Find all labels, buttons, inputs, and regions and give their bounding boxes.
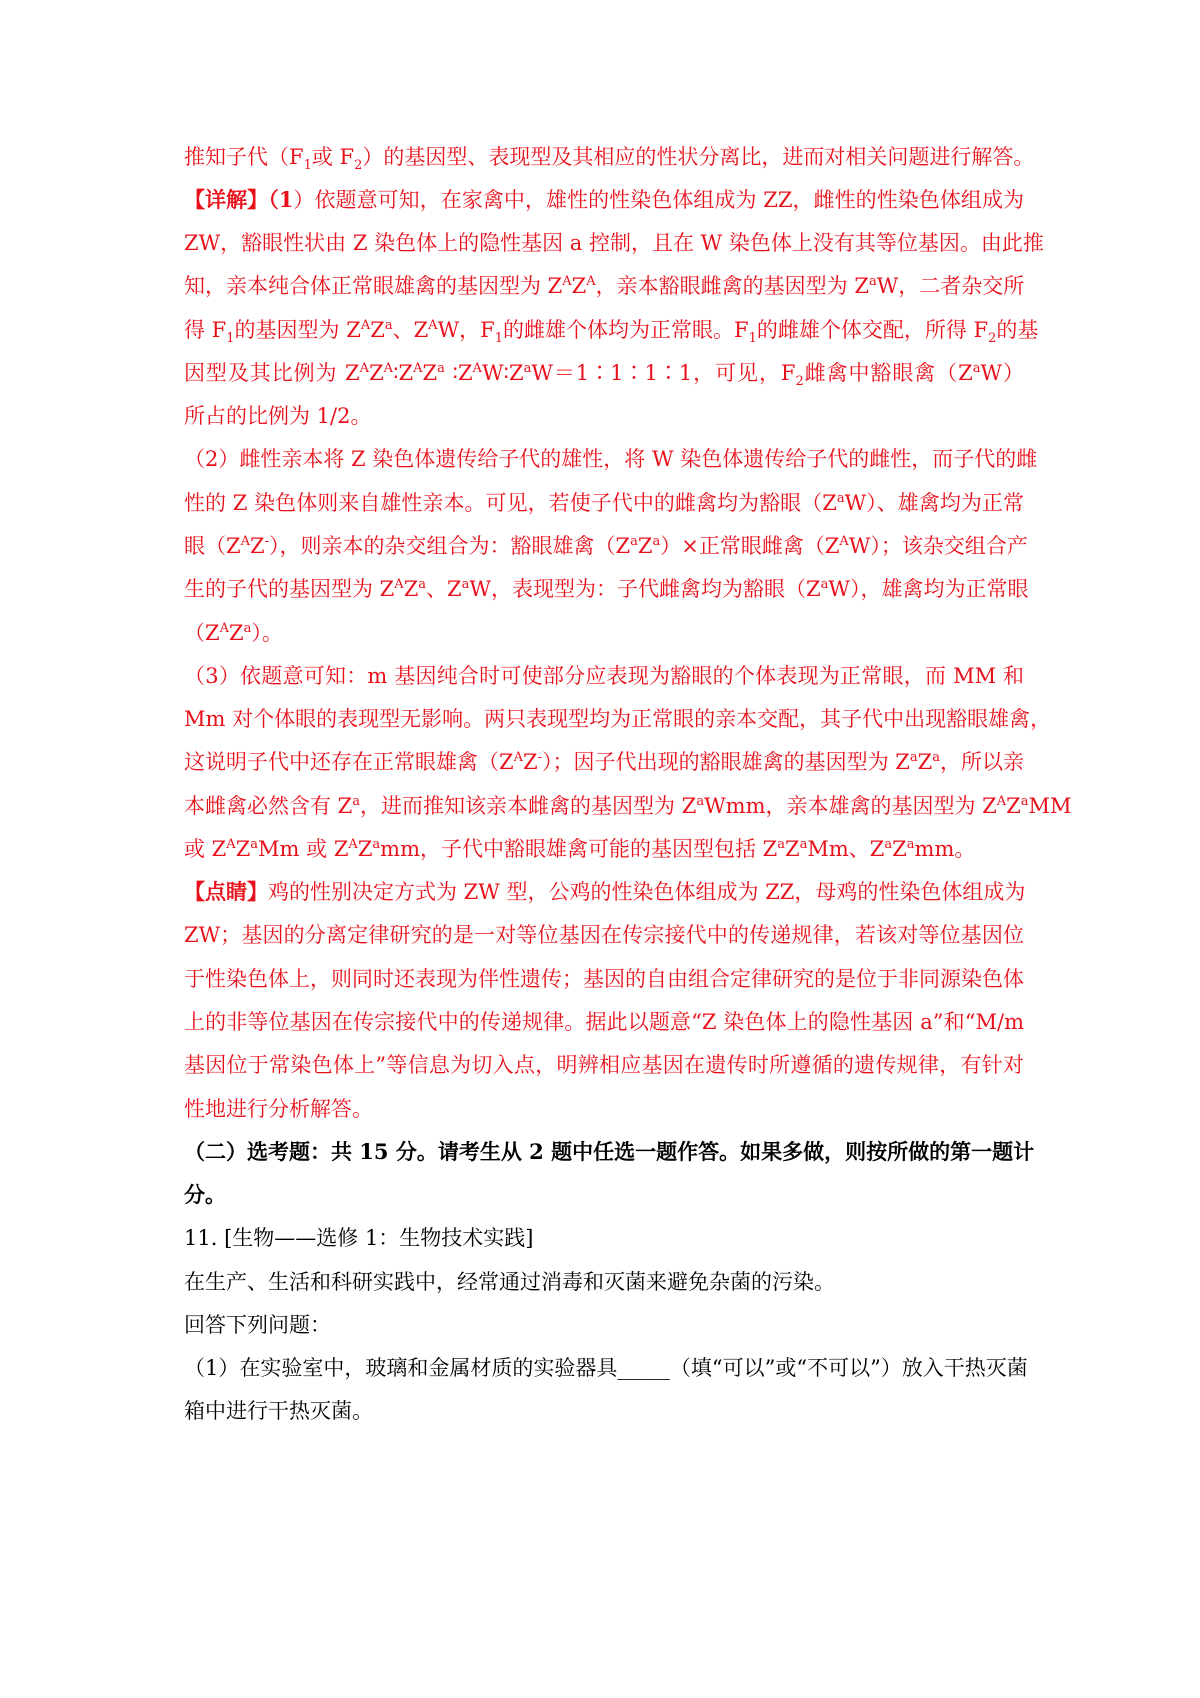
subscript: 1	[226, 331, 235, 347]
text-run: 基因位于常染色体上”等信息为切入点，明辨相应基因在遗传时所遵循的遗传规律，有针对	[184, 1053, 1024, 1077]
text-run: Z	[235, 837, 251, 861]
text-run: ）的基因型、表现型及其相应的性状分离比，进而对相关问题进行解答。	[362, 145, 1035, 169]
text-run: mm。	[914, 837, 976, 861]
superscript: A	[413, 361, 423, 376]
text-run: W），雄禽均为正常眼	[828, 577, 1029, 601]
text-run: ）。	[251, 621, 283, 645]
text-run: 因型及其比例为 Z	[184, 361, 360, 385]
detail-line	[184, 269, 1024, 303]
question-prompt	[184, 1308, 1024, 1342]
subscript: 1	[748, 331, 757, 347]
text-run: ，所以亲	[940, 750, 1025, 774]
subscript: 2	[354, 158, 363, 174]
text-run: W）；该杂交组合产	[848, 534, 1028, 558]
text-run: Mm、Z	[807, 837, 885, 861]
text-run: 或 Z	[184, 837, 227, 861]
text-run: Z	[403, 577, 419, 601]
superscript: a	[777, 837, 786, 852]
superscript: a	[437, 361, 445, 376]
text-run: ）×正常眼雌禽（Z	[660, 534, 840, 558]
detail-part3-line	[184, 745, 1024, 779]
superscript: A	[562, 274, 572, 289]
text-run: （3）依题意可知：m 基因纯合时可使部分应表现为豁眼的个体表现为正常眼，而 MM 和	[184, 664, 1024, 688]
text-run: 分。	[184, 1182, 226, 1207]
section-tag: 【点睛】	[184, 879, 268, 904]
text-run: 性的 Z 染色体则来自雄性亲本。可见，若使子代中的雌禽均为豁眼（Z	[184, 491, 837, 515]
detail-part2-line	[184, 442, 1038, 476]
text-run: 的基	[996, 318, 1039, 342]
detail-part2-line	[184, 486, 1024, 520]
text-run: 的雌雄个体均为正常眼。F	[503, 318, 749, 342]
text-run: 生的子代的基因型为 Z	[184, 577, 395, 601]
superscript: a	[868, 274, 877, 289]
detail-part2-line	[184, 572, 1029, 606]
superscript: A	[428, 318, 438, 333]
comment-line	[184, 1092, 1024, 1126]
superscript: a	[418, 577, 427, 592]
text-run: Z	[369, 361, 384, 385]
text-run: 所占的比例为 1/2。	[184, 404, 372, 428]
section-tag: 【详解】（1	[184, 187, 294, 212]
superscript: a	[243, 621, 252, 636]
text-run: Z	[370, 318, 385, 342]
text-run: （1）在实验室中，玻璃和金属材质的实验器具_____（填“可以”或“不可以”）放入干热灭菌	[184, 1356, 1028, 1380]
superscript: a	[372, 837, 381, 852]
text-run: （Z	[184, 621, 220, 645]
text-run: 得 F	[184, 318, 227, 342]
text-run: 、Z	[392, 318, 429, 342]
text-run: W∶Z	[481, 361, 524, 385]
text-run: 或 F	[311, 145, 355, 169]
detail-line	[184, 226, 1044, 260]
question-title	[184, 1221, 1024, 1255]
text-run: Z	[637, 534, 653, 558]
text-run: MM	[1028, 794, 1072, 818]
text-run: ），则亲本的杂交组合为：豁眼雄禽（Z	[269, 534, 631, 558]
superscript: a	[972, 361, 981, 376]
superscript: a	[652, 534, 661, 549]
detail-part3-line	[184, 789, 1072, 823]
text-run: Wmm，亲本雄禽的基因型为 Z	[704, 794, 997, 818]
text-run: Z	[250, 534, 265, 558]
superscript: A	[513, 750, 524, 765]
text-run: 在生产、生活和科研实践中，经常通过消毒和灭菌来避免杂菌的污染。	[184, 1270, 835, 1294]
subquestion-1-line	[184, 1351, 1028, 1385]
superscript: A	[219, 621, 229, 636]
detail-part2-line	[184, 529, 1028, 563]
text-run: W）、雄禽均为正常	[844, 491, 1024, 515]
superscript: A	[359, 361, 370, 376]
text-run: 的基因型为 Z	[234, 318, 361, 342]
superscript: a	[906, 837, 915, 852]
text-run: ∶Z	[444, 361, 473, 385]
text-run: ，进而推知该亲本雌禽的基因型为 Z	[360, 794, 697, 818]
superscript: a	[352, 794, 361, 809]
subscript: 1	[303, 158, 312, 174]
text-run: 于性染色体上，则同时还表现为伴性遗传；基因的自由组合定律研究的是位于非同源染色体	[184, 967, 1024, 991]
comment-line	[184, 1048, 1024, 1082]
superscript: A	[383, 361, 394, 376]
detail-part2-line	[184, 616, 1024, 650]
superscript: -	[264, 534, 269, 549]
text-run: 知，亲本纯合体正常眼雄禽的基因型为 Z	[184, 274, 563, 298]
text-run: 本雌禽必然含有 Z	[184, 794, 353, 818]
detail-line: 【详解】（1）依题意可知，在家禽中，雄性的性染色体组成为 ZZ，雌性的性染色体组成为	[184, 187, 1024, 212]
subscript: 2	[988, 331, 997, 347]
superscript: a	[250, 837, 259, 852]
text-run: Z	[357, 837, 373, 861]
text-run: Z	[422, 361, 438, 385]
elective-section-header	[184, 1135, 1035, 1169]
detail-line	[184, 399, 1024, 433]
text-run: （二）选考题：共 15 分。请考生从 2 题中任选一题作答。如果多做，则按所做的第一题计	[184, 1139, 1035, 1164]
text-run: mm，子代中豁眼雄禽可能的基因型包括 Z	[380, 837, 778, 861]
detail-part3-line	[184, 659, 1024, 693]
superscript: A	[360, 318, 371, 333]
text-run: 、Z	[426, 577, 462, 601]
superscript: a	[696, 794, 705, 809]
detail-line	[184, 356, 1024, 390]
text-run: Z	[229, 621, 244, 645]
superscript: A	[240, 534, 250, 549]
text-run: W，二者杂交所	[876, 274, 1025, 298]
text-run: Z	[917, 750, 933, 774]
text-run: 的雌雄个体交配，所得 F	[756, 318, 989, 342]
text-run: W＝1∶1∶1∶1，可见，F	[531, 361, 796, 385]
comment-line: 【点睛】鸡的性别决定方式为 ZW 型，公鸡的性染色体组成为 ZZ，母鸡的性染色体组成为	[184, 879, 1026, 904]
superscript: -	[537, 750, 543, 765]
text-run: 推知子代（F	[184, 145, 304, 169]
superscript: a	[884, 837, 893, 852]
comment-line	[184, 918, 1024, 952]
superscript: A	[996, 794, 1007, 809]
superscript: A	[586, 274, 596, 289]
superscript: a	[1020, 794, 1029, 809]
detail-part3-line	[184, 832, 1024, 866]
text-run: Mm 或 Z	[258, 837, 349, 861]
subscript: 2	[795, 374, 804, 390]
text-run: W）	[980, 361, 1024, 385]
superscript: a	[836, 491, 845, 506]
subscript: 1	[494, 331, 504, 347]
superscript: a	[384, 318, 393, 333]
analysis-intro-line	[184, 140, 1035, 174]
superscript: a	[909, 750, 918, 765]
superscript: A	[348, 837, 358, 852]
text-run: Z	[785, 837, 800, 861]
superscript: a	[630, 534, 638, 549]
superscript: a	[799, 837, 808, 852]
text-run: W，表现型为：子代雌禽均为豁眼（Z	[469, 577, 821, 601]
text-run: 上的非等位基因在传宗接代中的传递规律。据此以题意“Z 染色体上的隐性基因 a”和“M/m	[184, 1010, 1024, 1034]
text-run: （2）雌性亲本将 Z 染色体遗传给子代的雄性，将 W 染色体遗传给子代的雌性，而子代的雌	[184, 447, 1038, 471]
text-run: Z	[1006, 794, 1021, 818]
text-run: 11. [生物——选修 1：生物技术实践]	[184, 1226, 534, 1250]
superscript: a	[523, 361, 532, 376]
superscript: a	[461, 577, 470, 592]
elective-section-header	[184, 1178, 1024, 1212]
text-run: 这说明子代中还存在正常眼雄禽（Z	[184, 750, 514, 774]
superscript: a	[932, 750, 940, 765]
text-run: ∶Z	[393, 361, 414, 385]
text-run: ZW，豁眼性状由 Z 染色体上的隐性基因 a 控制，且在 W 染色体上没有其等位基因。由此推	[184, 231, 1044, 255]
text-run: 回答下列问题：	[184, 1313, 331, 1337]
detail-part3-line	[184, 702, 1052, 736]
superscript: A	[472, 361, 482, 376]
text-run: 眼（Z	[184, 534, 241, 558]
text-run: ）；因子代出现的豁眼雄禽的基因型为 Z	[542, 750, 910, 774]
text-run: 性地进行分析解答。	[184, 1097, 373, 1121]
superscript: A	[839, 534, 849, 549]
text-run: 箱中进行干热灭菌。	[184, 1399, 373, 1423]
question-stem	[184, 1265, 1024, 1299]
text-run: ZW；基因的分离定律研究的是一对等位基因在传宗接代中的传递规律，若该对等位基因位	[184, 923, 1024, 947]
text-run: Z	[523, 750, 538, 774]
subquestion-1-line	[184, 1394, 1024, 1428]
text-run: 雌禽中豁眼禽（Z	[803, 361, 973, 385]
superscript: a	[820, 577, 829, 592]
superscript: A	[394, 577, 404, 592]
text-run: ，亲本豁眼雌禽的基因型为 Z	[595, 274, 869, 298]
superscript: A	[226, 837, 236, 852]
text-run: Z	[571, 274, 587, 298]
comment-line	[184, 1005, 1024, 1039]
text-run: Z	[892, 837, 907, 861]
text-run: W，F	[437, 318, 495, 342]
detail-line	[184, 313, 1039, 347]
comment-line	[184, 962, 1024, 996]
text-run: Mm 对个体眼的表现型无影响。两只表现型均为正常眼的亲本交配，其子代中出现豁眼雄禽，	[184, 707, 1052, 731]
